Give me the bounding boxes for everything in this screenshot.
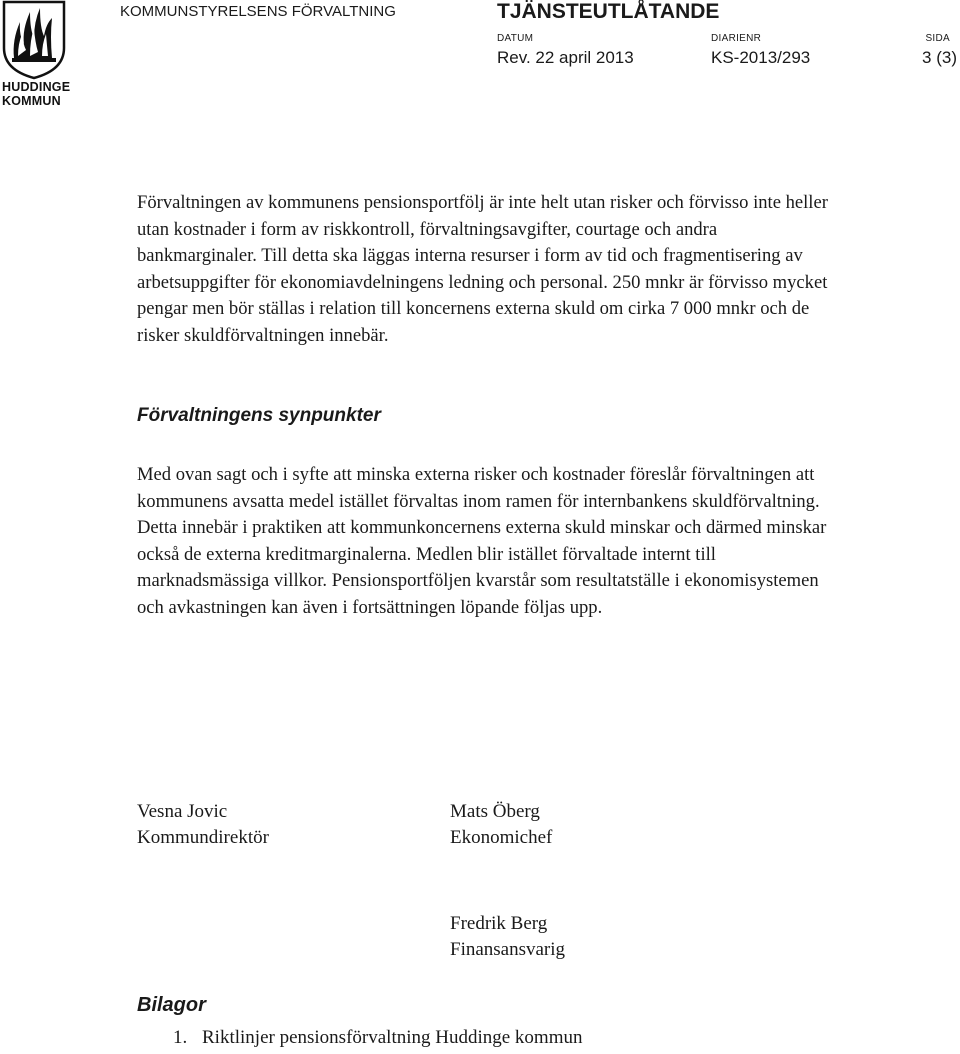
document-type: TJÄNSTEUTLÅTANDE	[497, 0, 720, 23]
page-label: SIDA	[925, 33, 950, 44]
logo-line-1: HUDDINGE	[2, 80, 71, 94]
signature-block-2	[450, 799, 552, 851]
logo-line-2: KOMMUN	[2, 94, 61, 108]
signature-block-3	[450, 911, 565, 963]
signatory-title: Finansansvarig	[450, 939, 566, 960]
attachments-heading: Bilagor	[137, 994, 206, 1016]
signatory-name: Mats Öberg	[450, 801, 540, 822]
paragraph-risks: Förvaltningen av kommunens pensionsportfölj är inte helt utan risker och förvisso inte heller utan kostnader i form av riskkontroll, förvaltningsavgifter, courtage och andra bankmarginaler. Till detta ska läggas interna resurser i form av tid och fragmentisering av arbetsuppgifter för ekonomiavdelningens ledning och personal. 250 mnkr är förvisso mycket pengar men bör ställas i relation till koncernens externa skuld om cirka 7 000 mnkr och de risker skuldförvaltningen innebär.	[137, 192, 828, 346]
body-section-2	[137, 462, 837, 640]
coat-of-arms-icon	[0, 0, 68, 80]
page-value: 3 (3)	[922, 48, 957, 67]
signatory-title: Ekonomichef	[450, 827, 553, 848]
signatory-title: Kommundirektör	[137, 827, 269, 848]
date-label: DATUM	[497, 33, 534, 44]
section-heading: Förvaltningens synpunkter	[137, 405, 381, 426]
huddinge-kommun-logo	[0, 0, 71, 108]
organization-name: KOMMUNSTYRELSENS FÖRVALTNING	[120, 3, 396, 20]
paragraph-recommendation: Med ovan sagt och i syfte att minska externa risker och kostnader föreslår förvaltningen att kommunens avsatta medel istället förvaltas inom ramen för internbankens skuldförvaltning. Detta innebär i praktiken att kommunkoncernens externa skuld minskar och därmed minskar också de externa kreditmarginalerna. Medlen blir istället förvaltade internt till marknadsmässiga villkor. Pensionsportföljen kvarstår som resultatställe i ekonomisystemen och avkastningen kan även i fortsättningen löpande följas upp.	[137, 464, 827, 618]
signatory-name: Fredrik Berg	[450, 913, 548, 934]
body-section-1	[137, 190, 837, 349]
diary-number-label: DIARIENR	[711, 33, 762, 44]
date-value: Rev. 22 april 2013	[497, 48, 634, 67]
signatory-name: Vesna Jovic	[137, 801, 228, 822]
attachment-item	[173, 1027, 583, 1049]
signature-block-1	[137, 799, 269, 851]
attachment-number: 1.	[173, 1027, 188, 1048]
diary-number-value: KS-2013/293	[711, 48, 811, 67]
attachments-list	[173, 1027, 583, 1049]
attachment-title: Riktlinjer pensionsförvaltning Huddinge kommun	[202, 1027, 583, 1048]
